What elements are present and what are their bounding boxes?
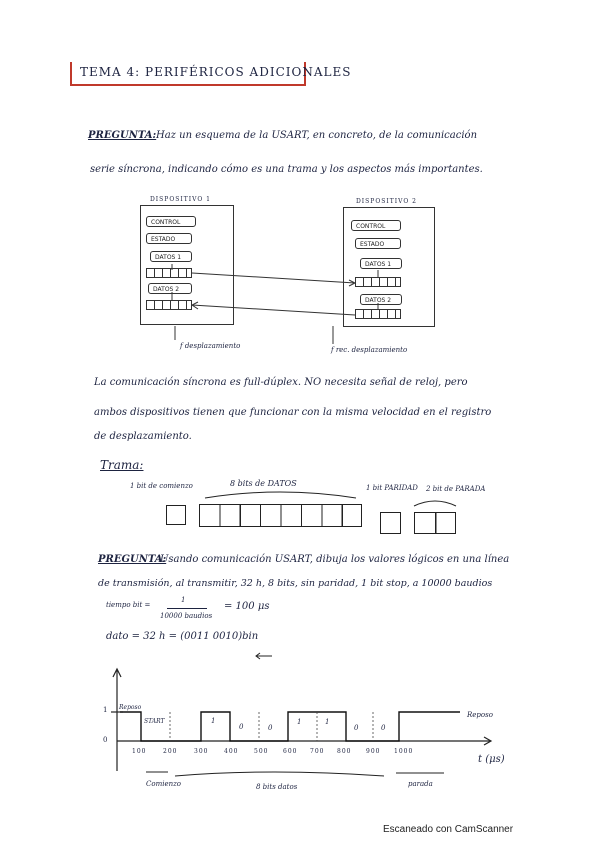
paragraph-line-3: de desplazamiento.: [94, 431, 192, 442]
frame-label: Trama:: [100, 458, 144, 472]
bit-time-denominator: 10000 baudios: [160, 612, 213, 620]
bit-value-3: 0: [268, 724, 273, 732]
signal-waveform: [120, 712, 460, 741]
data-group-brace: [175, 772, 384, 776]
question-2-line-2: de transmisión, al transmitir, 32 h, 8 bits, sin paridad, 1 bit stop, a 10000 baudios: [98, 578, 493, 589]
rx-arrow-line: [192, 305, 355, 315]
t-tick-800: 800: [337, 748, 352, 755]
idle-right-label: Reposo: [467, 711, 493, 719]
device-1-data2-register: DATOS 2: [148, 283, 192, 294]
frame-parity-label: 1 bit PARIDAD: [366, 484, 418, 492]
frame-braces: [205, 492, 456, 506]
device-2-control-register: CONTROL: [351, 220, 401, 231]
t-tick-1000: 1000: [394, 748, 414, 755]
start-bit-label: START: [144, 718, 165, 725]
question-2-line-1: Usando comunicación USART, dibuja los valores lógicos en una línea: [160, 554, 510, 565]
device-2-status-register: ESTADO: [355, 238, 401, 249]
group-start-label: Comienzo: [146, 780, 181, 788]
tx-arrow-line: [192, 273, 355, 283]
group-braces: [146, 772, 444, 776]
stop-brace: [414, 501, 456, 506]
bit-value-7: 0: [381, 724, 386, 732]
frame-stop-label: 2 bit de PARADA: [426, 485, 486, 493]
paragraph-line-2: ambos dispositivos tienen que funcionar con la misma velocidad en el registro: [94, 407, 492, 418]
group-stop-label: parada: [408, 780, 433, 788]
data-brace: [205, 492, 356, 498]
device-1-control-register: CONTROL: [146, 216, 196, 227]
device-2-data2-register: DATOS 2: [360, 294, 402, 305]
group-data-label: 8 bits datos: [256, 783, 298, 791]
t-tick-100: 100: [132, 748, 147, 755]
t-axis-label: t (μs): [478, 754, 505, 765]
scanner-watermark: Escaneado con CamScanner: [383, 824, 514, 835]
idle-left-label: Reposo: [119, 704, 142, 711]
frame-start-label: 1 bit de comienzo: [130, 482, 193, 490]
bit-time-result: = 100 μs: [224, 601, 270, 612]
question-1-line-1: Haz un esquema de la USART, en concreto, de la comunicación: [156, 130, 478, 141]
data-value: dato = 32 h = (0011 0010)bin: [106, 631, 259, 642]
device-1-caption: f desplazamiento: [180, 342, 241, 350]
page-title: TEMA 4: PERIFÉRICOS ADICIONALES: [80, 65, 352, 79]
t-tick-700: 700: [310, 748, 325, 755]
bit-value-1: 1: [211, 717, 216, 725]
device-2-caption: f rec. desplazamiento: [331, 346, 408, 354]
t-tick-900: 900: [366, 748, 381, 755]
t-tick-400: 400: [224, 748, 239, 755]
question-1-label: PREGUNTA:: [88, 130, 157, 141]
t-tick-200: 200: [163, 748, 178, 755]
t-tick-300: 300: [194, 748, 209, 755]
bit-time-label: tiempo bit =: [106, 601, 151, 609]
bit-value-5: 1: [325, 718, 330, 726]
bit-time-numerator: 1: [181, 596, 186, 604]
question-2-label: PREGUNTA:: [98, 554, 167, 565]
t-tick-500: 500: [254, 748, 269, 755]
paragraph-line-1: La comunicación síncrona es full-dúplex. NO necesita señal de reloj, pero: [94, 377, 468, 388]
level-0-label: 0: [103, 736, 108, 744]
question-1-line-2: serie síncrona, indicando cómo es una trama y los aspectos más importantes.: [90, 164, 483, 175]
device-1-title: DISPOSITIVO 1: [150, 196, 211, 203]
t-tick-600: 600: [283, 748, 298, 755]
device-1-data1-register: DATOS 1: [150, 251, 192, 262]
bit-value-4: 1: [297, 718, 302, 726]
level-1-label: 1: [103, 706, 108, 714]
bit-order-arrow: [256, 653, 272, 659]
frame-data-label: 8 bits de DATOS: [230, 479, 297, 488]
device-2-title: DISPOSITIVO 2: [356, 198, 417, 205]
diagram-arrows: [172, 264, 378, 344]
device-2-data1-register: DATOS 1: [360, 258, 402, 269]
bit-value-2: 0: [239, 723, 244, 731]
device-1-status-register: ESTADO: [146, 233, 192, 244]
bit-value-6: 0: [354, 724, 359, 732]
